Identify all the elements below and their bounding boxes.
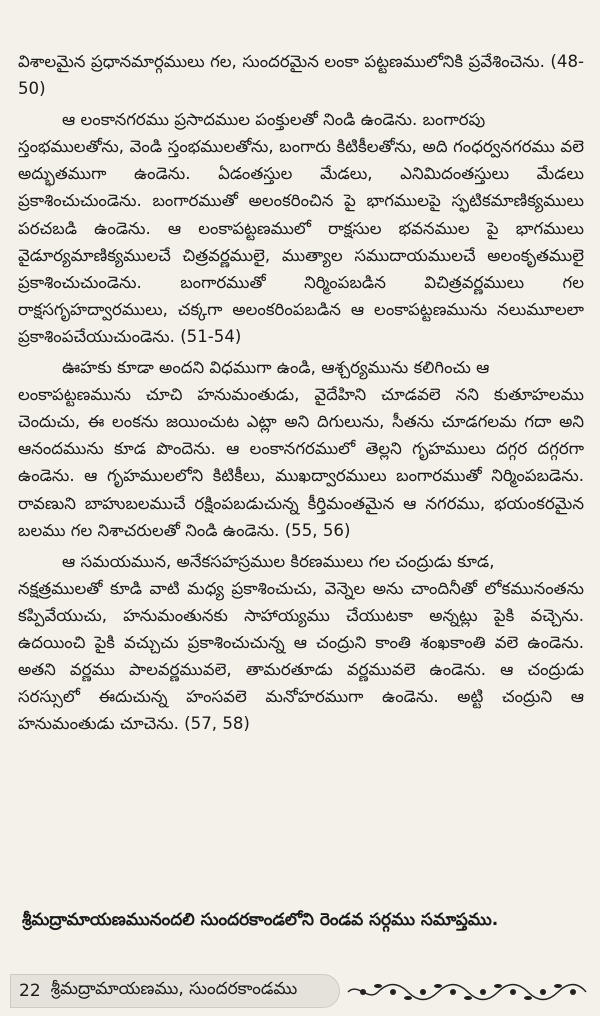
- paragraph-1: [18, 48, 584, 102]
- paragraph-4-rest: నక్షత్రములతో కూడి వాటి మధ్య ప్రకాశించుచు, వెన్నెల అను చాందినీతో లోకమునంతను కప్పివేయుచు, హనుమంతునకు సాహాయ్యము చేయుటకా అన్నట్లు పైకి వచ్చెను. ఉదయించి పైకి వచ్చుచు ప్రకాశించుచున్న ఆ చంద్రుని కాంతి శంఖకాంతి వలె ఉండెను. అతని వర్ణము పాలవర్ణమువలె, తామరతూడు వర్ణమువలె ఉండెను. ఆ చంద్రుడు సరస్సులో ఈదుచున్న హంసవలె మనోహరముగా ఉండెను. అట్టి చంద్రుని ఆ హనుమంతుడు చూచెను. (57, 58): [18, 578, 584, 734]
- page-footer: [10, 974, 590, 1010]
- paragraph-4: [18, 548, 584, 738]
- floral-ornament-icon: [344, 980, 590, 1004]
- running-title: శ్రీమద్రామాయణము, సుందరకాండము: [50, 979, 298, 999]
- paragraph-3-rest: లంకాపట్టణమును చూచి హనుమంతుడు, వైదేహిని చూడవలె నని కుతూహలము చెందుచు, ఈ లంకను జయించుట ఎట్లా అని దిగులును, సీతను చూడగలమ గదా అని ఆనందమును కూడ పొందెను. ఆ లంకానగరములో తెల్లని గృహములు దగ్గర దగ్గరగా ఉండెను. ఆ గృహములలోని కిటికీలు, ముఖద్వారములు బంగారముతో నిర్మింపబడెను. రావణుని బాహుబలముచే రక్షింపబడుచున్న కీర్తిమంతమైన ఆ నగరము, భయంకరమైన బలము గల నిశాచరులతో నిండి ఉండెను. (55, 56): [18, 385, 584, 540]
- paragraph-1-rest: ప్రవేశించెను. (48-50): [18, 52, 584, 99]
- paragraph-2: [18, 106, 584, 350]
- paragraph-3: [18, 354, 584, 544]
- paragraph-2-rest: స్తంభములతోను, వెండి స్తంభములతోను, బంగారు కిటికీలతోను, అది గంధర్వనగరము వలె అద్భుతముగా ఉండెను. ఏడంతస్తుల మేడలు, ఎనిమిదంతస్తులు మేడలు ప్రకాశించుచుండెను. బంగారముతో అలంకరించిన పై భాగములపై స్ఫటికమాణిక్యములు పరచబడి ఉండెను. ఆ లంకాపట్టణములో రాక్షసుల భవనముల పై భాగములు వైడూర్యమాణిక్యములచే చిత్రవర్ణములై, ముత్యాల సముదాయములచే అలంకృతములై ప్రకాశించుచుండెను. బంగారముతో నిర్మింపబడిన విచిత్రవర్ణములు గల రాక్షసగృహద్వారములు, చక్కగా అలంకరింపబడిన ఆ లంకాపట్టణమును నలుమూలలా ప్రకాశింపచేయుచుండెను. (51-54): [18, 137, 584, 346]
- paragraph-3-line1: ఊహకు కూడా అందని విధముగా ఉండి, ఆశ్చర్యమును కలిగించు ఆ: [62, 358, 490, 378]
- paragraph-2-line1: ఆ లంకానగరము ప్రసాదముల పంక్తులతో నిండి ఉండెను. బంగారపు: [62, 110, 486, 130]
- chapter-end-colophon: శ్రీమద్రామాయణమునందలి సుందరకాండలోని రెండవ సర్గము సమాప్తము.: [22, 910, 499, 930]
- page-number: 22: [19, 981, 41, 1001]
- body-text: [18, 48, 584, 741]
- footer-tab: [10, 974, 340, 1008]
- paragraph-1-line1: విశాలమైన ప్రధానమార్గములు గల, సుందరమైన లంకా పట్టణములోనికి: [18, 52, 464, 71]
- paragraph-4-line1: ఆ సమయమున, అనేకసహస్రముల కిరణములు గల చంద్రుడు కూడ,: [62, 551, 495, 571]
